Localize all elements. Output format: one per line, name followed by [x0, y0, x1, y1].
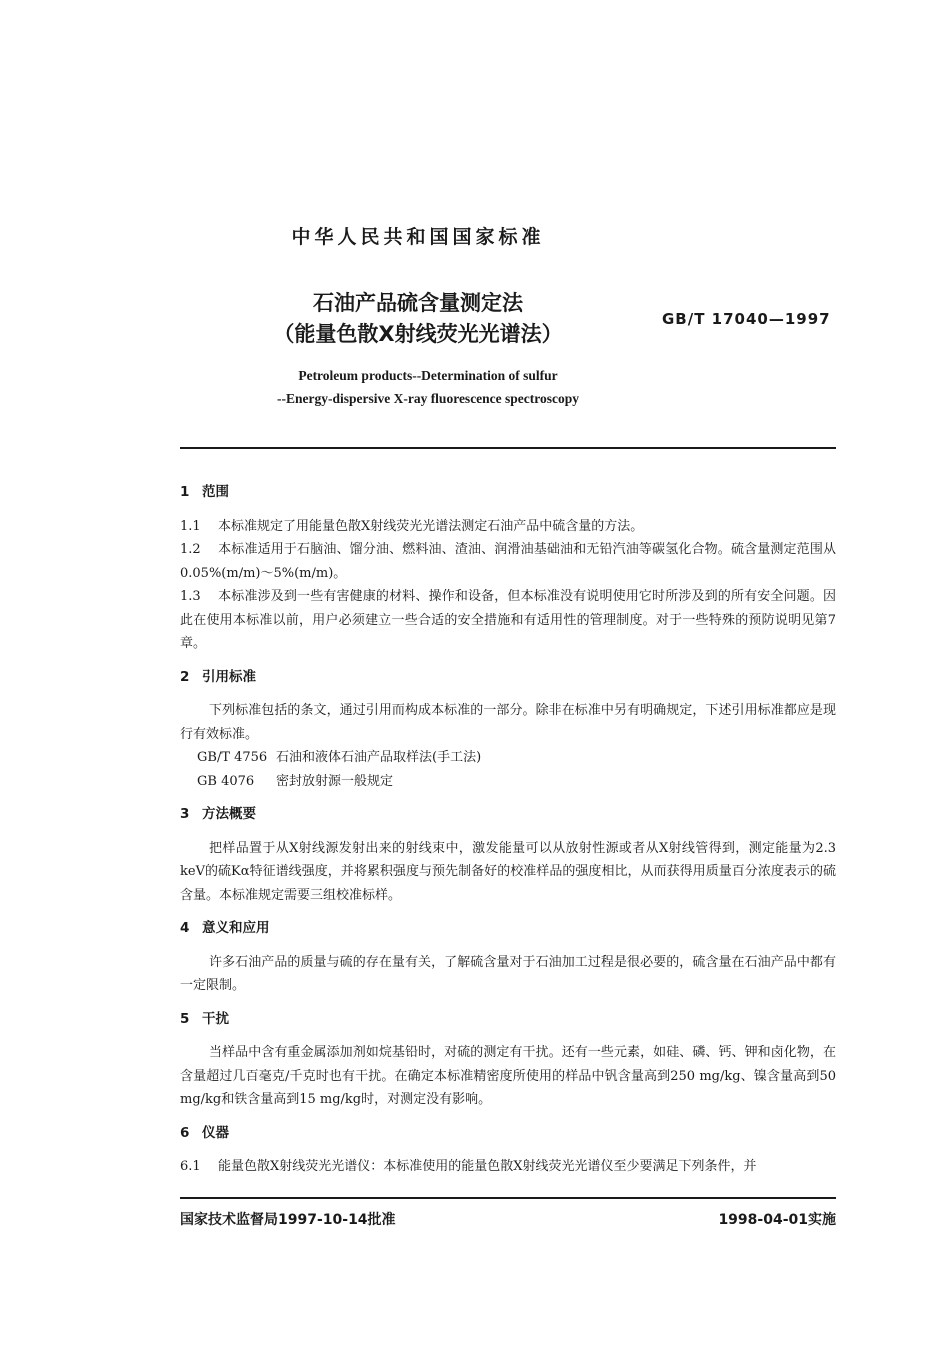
english-title: Petroleum products--Determination of sulfur — [298, 368, 558, 383]
section-number: 6 — [180, 1124, 190, 1141]
national-standard-heading: 中华人民共和国国家标准 — [291, 226, 545, 248]
reference-item — [180, 746, 836, 770]
section-heading — [180, 917, 836, 941]
paragraph: 把样品置于从X射线源发射出来的射线束中，激发能量可以从放射性源或者从X射线管得到，测定能量为2.3 keV的硫Kα特征谱线强度，并将累积强度与预先制备好的校准样品的强度相比，从而获得用质量百分浓度表示的硫含量。本标准规定需要三组校准标样。 — [180, 840, 836, 903]
clause — [180, 515, 836, 539]
section-title: 意义和应用 — [202, 920, 270, 936]
section-title: 干扰 — [202, 1010, 229, 1027]
section-title: 范围 — [202, 484, 229, 500]
reference-item — [180, 770, 836, 794]
clause — [180, 538, 836, 585]
header-divider — [180, 447, 836, 449]
clause-number: 6.1 — [180, 1159, 201, 1174]
section-title: 仪器 — [202, 1124, 229, 1141]
section-heading — [180, 666, 836, 690]
section-title: 方法概要 — [202, 806, 256, 822]
implementation-date: 1998-04-01实施 — [718, 1212, 836, 1228]
approval-date: 国家技术监督局1997-10-14批准 — [180, 1212, 396, 1228]
section-number: 2 — [180, 668, 190, 685]
section-heading — [180, 481, 836, 505]
section-number: 1 — [180, 484, 190, 500]
section-number: 5 — [180, 1010, 190, 1027]
clause-text: 能量色散X射线荧光光谱仪：本标准使用的能量色散X射线荧光光谱仪至少要满足下列条件，并 — [218, 1159, 757, 1174]
clause — [180, 585, 836, 656]
clause-text: 本标准涉及到一些有害健康的材料、操作和设备，但本标准没有说明使用它时所涉及到的所有安全问题。因此在使用本标准以前，用户必须建立一些合适的安全措施和有适用性的管理制度。对于一些特殊的预防说明见第7章。 — [180, 589, 836, 651]
english-subtitle: --Energy-dispersive X-ray fluorescence spectroscopy — [276, 391, 580, 406]
footer-divider — [180, 1197, 836, 1199]
standard-code: GB/T 17040—1997 — [662, 310, 831, 328]
document-subtitle: （能量色散X射线荧光光谱法） — [273, 322, 563, 346]
reference-code: GB/T 4756 — [197, 750, 268, 765]
reference-code: GB 4076 — [197, 773, 255, 789]
paragraph: 当样品中含有重金属添加剂如烷基铅时，对硫的测定有干扰。还有一些元素，如硅、磷、钙、钾和卤化物，在含量超过几百毫克/千克时也有干扰。在确定本标准精密度所使用的样品中钒含量高到250 mg/kg、镍含量高到50 mg/kg和铁含量高到15 mg/kg时，对测定没有影响。 — [180, 1045, 836, 1107]
paragraph: 许多石油产品的质量与硫的存在量有关，了解硫含量对于石油加工过程是很必要的，硫含量在石油产品中都有一定限制。 — [180, 954, 836, 993]
reference-title: 密封放射源一般规定 — [276, 773, 394, 789]
section-number: 4 — [180, 920, 190, 936]
clause-text: 本标准规定了用能量色散X射线荧光光谱法测定石油产品中硫含量的方法。 — [218, 518, 644, 534]
clause-number: 1.1 — [180, 518, 201, 534]
section-heading — [180, 1008, 836, 1032]
paragraph: 下列标准包括的条文，通过引用而构成本标准的一部分。除非在标准中另有明确规定，下述引用标准都应是现行有效标准。 — [180, 703, 836, 742]
reference-title: 石油和液体石油产品取样法(手工法) — [276, 750, 482, 765]
document-body — [180, 481, 836, 1179]
clause-number: 1.2 — [180, 542, 201, 557]
section-heading — [180, 803, 836, 827]
clause-text: 本标准适用于石脑油、馏分油、燃料油、渣油、润滑油基础油和无铅汽油等碳氢化合物。硫含量测定范围从0.05%(m/m)～5%(m/m)。 — [180, 542, 836, 581]
section-number: 3 — [180, 806, 190, 822]
clause-number: 1.3 — [180, 589, 201, 604]
clause — [180, 1155, 836, 1179]
document-title: 石油产品硫含量测定法 — [313, 291, 523, 315]
section-heading — [180, 1122, 836, 1146]
section-title: 引用标准 — [202, 668, 256, 685]
